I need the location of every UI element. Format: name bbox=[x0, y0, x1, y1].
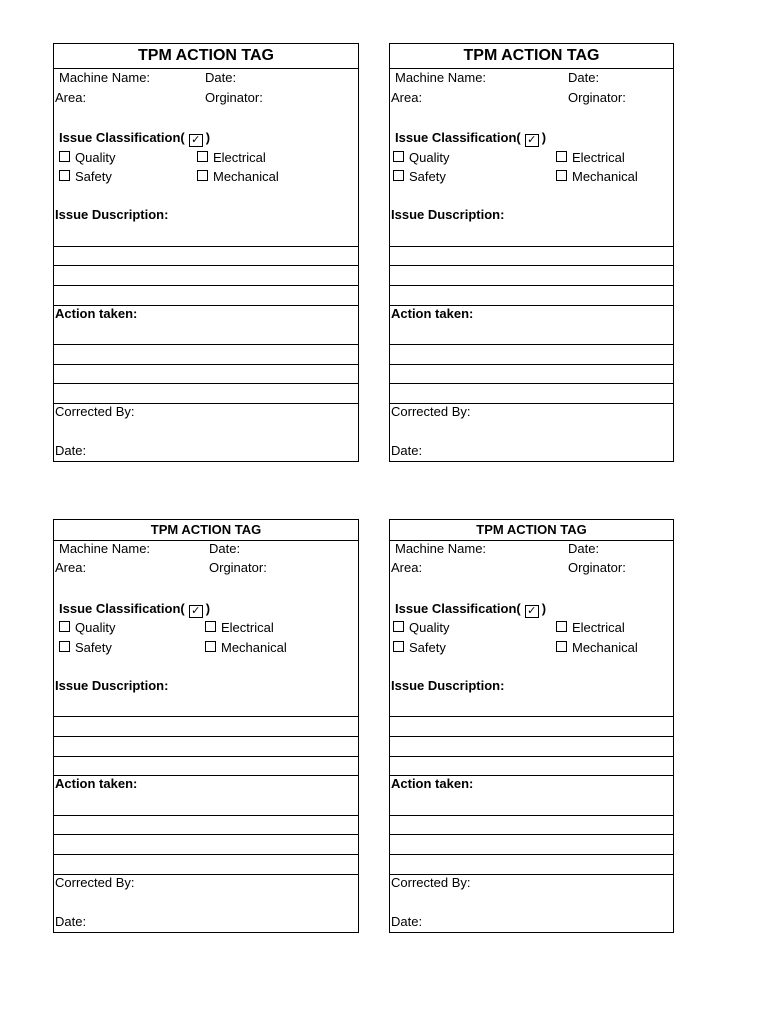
area-label: Area: bbox=[55, 90, 87, 105]
machine-name-label: Machine Name: bbox=[59, 541, 151, 556]
issue-description-label: Issue Duscription: bbox=[55, 207, 169, 222]
checkbox-icon[interactable] bbox=[59, 151, 70, 162]
option-electrical-label: Electrical bbox=[221, 620, 274, 635]
divider bbox=[390, 834, 673, 835]
divider bbox=[390, 265, 673, 266]
option-quality-label: Quality bbox=[75, 150, 116, 165]
issue-classification-close: ) bbox=[541, 601, 547, 616]
checkbox-icon[interactable] bbox=[59, 641, 70, 652]
option-quality-label: Quality bbox=[409, 150, 450, 165]
machine-name-label: Machine Name: bbox=[59, 70, 151, 85]
divider bbox=[390, 285, 673, 286]
option-quality[interactable] bbox=[393, 620, 449, 636]
option-electrical[interactable] bbox=[205, 620, 274, 636]
issue-classification-text: Issue Classification( bbox=[395, 130, 521, 145]
option-mechanical[interactable] bbox=[556, 640, 638, 656]
checkbox-icon[interactable] bbox=[197, 151, 208, 162]
divider bbox=[390, 716, 673, 717]
date-label: Date: bbox=[205, 70, 237, 85]
checkbox-icon[interactable] bbox=[205, 621, 216, 632]
option-safety[interactable] bbox=[59, 640, 112, 656]
divider bbox=[54, 834, 358, 835]
issue-description-label: Issue Duscription: bbox=[55, 678, 169, 693]
divider bbox=[54, 364, 358, 365]
checkbox-icon[interactable] bbox=[197, 170, 208, 181]
footer-date-label: Date: bbox=[391, 443, 423, 458]
option-mechanical-label: Mechanical bbox=[572, 640, 638, 655]
checkmark-icon: ✓ bbox=[525, 605, 539, 618]
issue-classification-text: Issue Classification( bbox=[59, 130, 185, 145]
option-electrical[interactable] bbox=[556, 620, 625, 636]
divider bbox=[54, 736, 358, 737]
originator-label: Orginator: bbox=[568, 560, 626, 575]
tag-title: TPM ACTION TAG bbox=[54, 44, 358, 69]
checkbox-icon[interactable] bbox=[556, 621, 567, 632]
tpm-action-tag-3 bbox=[53, 519, 359, 933]
issue-classification-close: ) bbox=[205, 130, 211, 145]
corrected-by-label: Corrected By: bbox=[391, 875, 471, 890]
tpm-action-tag-1 bbox=[53, 43, 359, 462]
action-taken-label: Action taken: bbox=[391, 306, 474, 321]
divider bbox=[54, 815, 358, 816]
divider bbox=[54, 246, 358, 247]
corrected-by-label: Corrected By: bbox=[55, 875, 135, 890]
option-mechanical[interactable] bbox=[205, 640, 287, 656]
machine-name-label: Machine Name: bbox=[395, 70, 487, 85]
divider bbox=[54, 344, 358, 345]
issue-classification-label bbox=[59, 130, 210, 147]
checkbox-icon[interactable] bbox=[393, 621, 404, 632]
divider bbox=[54, 854, 358, 855]
checkbox-icon[interactable] bbox=[393, 151, 404, 162]
checkbox-icon[interactable] bbox=[556, 170, 567, 181]
divider bbox=[54, 285, 358, 286]
option-electrical-label: Electrical bbox=[572, 620, 625, 635]
footer-date-label: Date: bbox=[55, 443, 87, 458]
option-electrical-label: Electrical bbox=[572, 150, 625, 165]
date-label: Date: bbox=[568, 541, 600, 556]
issue-classification-label bbox=[395, 601, 546, 618]
checkbox-icon[interactable] bbox=[205, 641, 216, 652]
action-taken-label: Action taken: bbox=[391, 776, 474, 791]
option-quality[interactable] bbox=[59, 150, 115, 166]
machine-name-label: Machine Name: bbox=[395, 541, 487, 556]
divider bbox=[390, 736, 673, 737]
option-quality[interactable] bbox=[393, 150, 449, 166]
option-mechanical-label: Mechanical bbox=[572, 169, 638, 184]
option-mechanical-label: Mechanical bbox=[221, 640, 287, 655]
option-quality-label: Quality bbox=[409, 620, 450, 635]
checkbox-icon[interactable] bbox=[59, 170, 70, 181]
checkbox-icon[interactable] bbox=[393, 170, 404, 181]
option-safety-label: Safety bbox=[75, 640, 112, 655]
divider bbox=[54, 716, 358, 717]
divider bbox=[54, 756, 358, 757]
option-mechanical-label: Mechanical bbox=[213, 169, 279, 184]
divider bbox=[390, 344, 673, 345]
tag-title: TPM ACTION TAG bbox=[390, 44, 673, 69]
date-label: Date: bbox=[568, 70, 600, 85]
divider bbox=[390, 756, 673, 757]
checkbox-icon[interactable] bbox=[59, 621, 70, 632]
option-mechanical[interactable] bbox=[556, 169, 638, 185]
tag-title: TPM ACTION TAG bbox=[390, 520, 673, 541]
option-quality-label: Quality bbox=[75, 620, 116, 635]
footer-date-label: Date: bbox=[55, 914, 87, 929]
option-safety[interactable] bbox=[393, 640, 446, 656]
option-quality[interactable] bbox=[59, 620, 115, 636]
option-safety-label: Safety bbox=[75, 169, 112, 184]
area-label: Area: bbox=[55, 560, 87, 575]
action-taken-label: Action taken: bbox=[55, 776, 138, 791]
divider bbox=[390, 815, 673, 816]
tag-title: TPM ACTION TAG bbox=[54, 520, 358, 541]
divider bbox=[390, 364, 673, 365]
issue-classification-close: ) bbox=[205, 601, 211, 616]
checkbox-icon[interactable] bbox=[556, 151, 567, 162]
issue-classification-label bbox=[395, 130, 546, 147]
date-label: Date: bbox=[209, 541, 241, 556]
issue-classification-text: Issue Classification( bbox=[395, 601, 521, 616]
option-safety[interactable] bbox=[59, 169, 112, 185]
issue-classification-close: ) bbox=[541, 130, 547, 145]
checkmark-icon: ✓ bbox=[189, 605, 203, 618]
option-mechanical[interactable] bbox=[197, 169, 279, 185]
originator-label: Orginator: bbox=[205, 90, 263, 105]
option-safety-label: Safety bbox=[409, 169, 446, 184]
originator-label: Orginator: bbox=[209, 560, 267, 575]
option-safety-label: Safety bbox=[409, 640, 446, 655]
checkmark-icon: ✓ bbox=[189, 134, 203, 147]
divider bbox=[54, 265, 358, 266]
corrected-by-label: Corrected By: bbox=[55, 404, 135, 419]
divider bbox=[54, 383, 358, 384]
issue-classification-label bbox=[59, 601, 210, 618]
option-electrical[interactable] bbox=[197, 150, 266, 166]
option-safety[interactable] bbox=[393, 169, 446, 185]
option-electrical[interactable] bbox=[556, 150, 625, 166]
footer-date-label: Date: bbox=[391, 914, 423, 929]
area-label: Area: bbox=[391, 90, 423, 105]
issue-description-label: Issue Duscription: bbox=[391, 207, 505, 222]
originator-label: Orginator: bbox=[568, 90, 626, 105]
option-electrical-label: Electrical bbox=[213, 150, 266, 165]
checkbox-icon[interactable] bbox=[556, 641, 567, 652]
area-label: Area: bbox=[391, 560, 423, 575]
divider bbox=[390, 383, 673, 384]
checkbox-icon[interactable] bbox=[393, 641, 404, 652]
checkmark-icon: ✓ bbox=[525, 134, 539, 147]
action-taken-label: Action taken: bbox=[55, 306, 138, 321]
issue-classification-text: Issue Classification( bbox=[59, 601, 185, 616]
tpm-action-tag-2 bbox=[389, 43, 674, 462]
tpm-action-tag-4 bbox=[389, 519, 674, 933]
divider bbox=[390, 854, 673, 855]
corrected-by-label: Corrected By: bbox=[391, 404, 471, 419]
issue-description-label: Issue Duscription: bbox=[391, 678, 505, 693]
divider bbox=[390, 246, 673, 247]
